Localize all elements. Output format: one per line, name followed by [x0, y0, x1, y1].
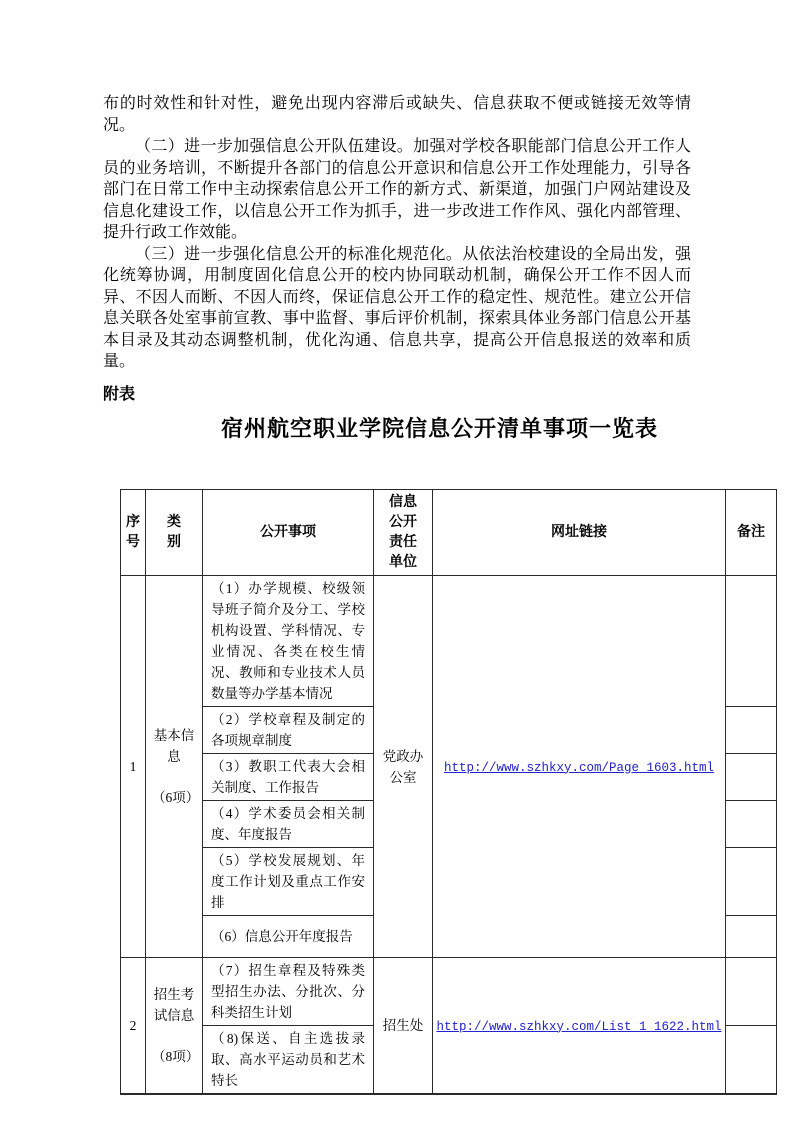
category-count: （8项） [152, 1049, 200, 1064]
disclosure-item-cell: （7）招生章程及特殊类型招生办法、分批次、分科类招生计划 [203, 958, 374, 1026]
remark-cell [726, 707, 777, 754]
category-name: 基本信息 [153, 728, 195, 764]
table-row [121, 576, 777, 707]
disclosure-item-cell: （6）信息公开年度报告 [203, 916, 374, 958]
remark-cell [726, 958, 777, 1026]
responsible-unit-cell: 招生处 [374, 958, 433, 1095]
disclosure-item-cell: （8)保送、自主选拔录取、高水平运动员和艺术特长 [203, 1026, 374, 1095]
header-index: 序号 [121, 490, 146, 576]
header-remark: 备注 [726, 490, 777, 576]
responsible-unit-cell: 党政办公室 [374, 576, 433, 958]
paragraph-continuation: 布的时效性和针对性，避免出现内容滞后或缺失、信息获取不便或链接无效等情况。 [103, 95, 691, 134]
header-items: 公开事项 [203, 490, 374, 576]
url-cell [433, 576, 726, 958]
disclosure-item-cell: （3）教职工代表大会相关制度、工作报告 [203, 754, 374, 801]
disclosure-table [120, 489, 777, 1095]
paragraph-section-2: （二）进一步加强信息公开队伍建设。加强对学校各职能部门信息公开工作人员的业务培训，不断提升各部门的信息公开意识和信息公开工作处理能力，引导各部门在日常工作中主动探索信息公开工作的新方式、新渠道，加强门户网站建设及信息化建设工作，以信息公开工作为抓手，进一步改进工作作风、强化内部管理、提升行政工作效能。 [103, 138, 691, 241]
remark-cell [726, 754, 777, 801]
row-category-cell [146, 576, 203, 958]
paragraph-section-3: （三）进一步强化信息公开的标准化规范化。从依法治校建设的全局出发，强化统筹协调，用制度固化信息公开的校内协同联动机制，确保公开工作不因人而异、不因人而断、不因人而终，保证信息公开工作的稳定性、规范性。建立公开信息关联各处室事前宣教、事中监督、事后评价机制，探索具体业务部门信息公开基本目录及其动态调整机制，优化沟通、信息共享，提高公开信息报送的效率和质量。 [103, 245, 691, 370]
disclosure-item-cell: （5）学校发展规划、年度工作计划及重点工作安排 [203, 848, 374, 916]
body-text [103, 93, 691, 373]
table-title: 宿州航空职业学院信息公开清单事项一览表 [220, 416, 658, 441]
disclosure-item-cell: （4）学术委员会相关制度、年度报告 [203, 801, 374, 848]
remark-cell [726, 848, 777, 916]
annex-label: 附表 [103, 386, 136, 403]
url-link[interactable]: http://www.szhkxy.com/List_1_1622.html [436, 1019, 722, 1034]
remark-cell [726, 1026, 777, 1095]
disclosure-item-cell: （1）办学规模、校级领导班子简介及分工、学校机构设置、学科情况、专业情况、各类在校生情况、教师和专业技术人员数量等办学基本情况 [203, 576, 374, 707]
header-unit: 信息公开责任单位 [374, 490, 433, 576]
category-count: （6项） [152, 790, 200, 805]
table-row [121, 958, 777, 1026]
remark-cell [726, 916, 777, 958]
remark-cell [726, 576, 777, 707]
row-index-cell: 1 [121, 576, 146, 958]
remark-cell [726, 801, 777, 848]
header-url: 网址链接 [433, 490, 726, 576]
row-category-cell [146, 958, 203, 1095]
table-header-row [121, 490, 777, 576]
category-name: 招生考试信息 [153, 987, 195, 1023]
header-category: 类别 [146, 490, 203, 576]
disclosure-item-cell: （2）学校章程及制定的各项规章制度 [203, 707, 374, 754]
row-index-cell: 2 [121, 958, 146, 1095]
url-link[interactable]: http://www.szhkxy.com/Page_1603.html [443, 760, 715, 775]
url-cell [433, 958, 726, 1095]
